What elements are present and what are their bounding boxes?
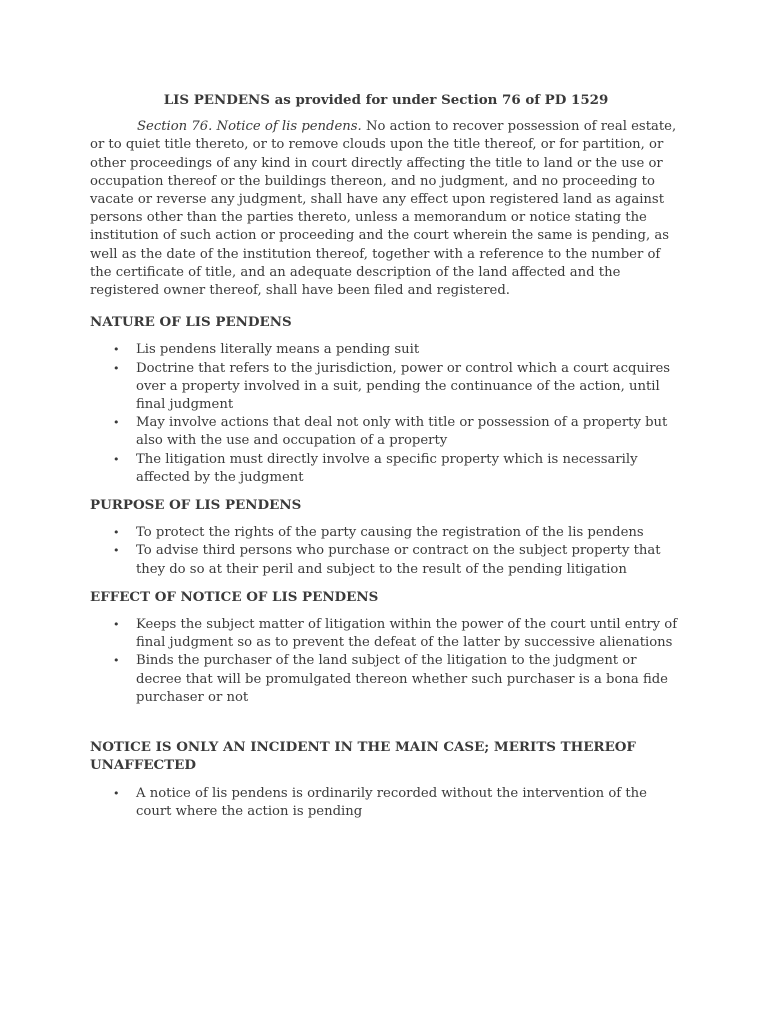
list-item: • Keeps the subject matter of litigation within the power of the court until entry of final judgment so as to prevent the defeat of the latter by successive alienations xyxy=(90,616,682,652)
list-item: • To advise third persons who purchase or contract on the subject property that they do so at their peril and subject to the result of the pending litigation xyxy=(90,542,682,578)
list-item: • Doctrine that refers to the jurisdiction, power or control which a court acquires over a property involved in a suit, pending the continuance of the action, until final judgment xyxy=(90,360,682,415)
purpose-list xyxy=(90,524,682,579)
list-item: • Binds the purchaser of the land subject of the litigation to the judgment or decree that will be promulgated thereon whether such purchaser is a bona fide purchaser or not xyxy=(90,652,682,707)
document-title: LIS PENDENS as provided for under Section 76 of PD 1529 xyxy=(163,92,609,108)
spacer xyxy=(90,716,682,738)
heading-incident: NOTICE IS ONLY AN INCIDENT IN THE MAIN CASE; MERITS THEREOF UNAFFECTED xyxy=(90,739,636,774)
list-item: • May involve actions that deal not only with title or possession of a property but also with the use and occupation of a property xyxy=(90,414,682,450)
list-item: • Lis pendens literally means a pending suit xyxy=(90,341,682,359)
effect-list xyxy=(90,616,682,707)
list-item: • A notice of lis pendens is ordinarily recorded without the intervention of the court where the action is pending xyxy=(90,785,682,821)
section-76-paragraph xyxy=(90,118,682,300)
heading-purpose: PURPOSE OF LIS PENDENS xyxy=(90,497,302,514)
section-76-text: No action to recover possession of real estate, or to quiet title thereto, or to remove clouds upon the title thereof, or for partition, or other proceedings of any kind in court directly affecting the title to land or the use or occupation thereof or the buildings thereon, and no judgment, and no proceeding to vacate or reverse any judgment, shall have any effect upon registered land as against persons other than the parties thereto, unless a memorandum or notice stating the institution of such action or proceeding and the court wherein the same is pending, as well as the date of the institution thereof, together with a reference to the number of the certificate of title, and an adequate description of the land affected and the registered owner thereof, shall have been filed and registered. xyxy=(90,119,677,299)
document-page xyxy=(90,91,682,830)
nature-list xyxy=(90,341,682,487)
section-76-lead: Section 76. Notice of lis pendens. xyxy=(137,119,362,135)
heading-effect: EFFECT OF NOTICE OF LIS PENDENS xyxy=(90,588,379,605)
list-item: • The litigation must directly involve a specific property which is necessarily affected by the judgment xyxy=(90,451,682,487)
list-item: • To protect the rights of the party causing the registration of the lis pendens xyxy=(90,524,682,542)
heading-nature: NATURE OF LIS PENDENS xyxy=(90,314,292,331)
incident-list xyxy=(90,785,682,821)
